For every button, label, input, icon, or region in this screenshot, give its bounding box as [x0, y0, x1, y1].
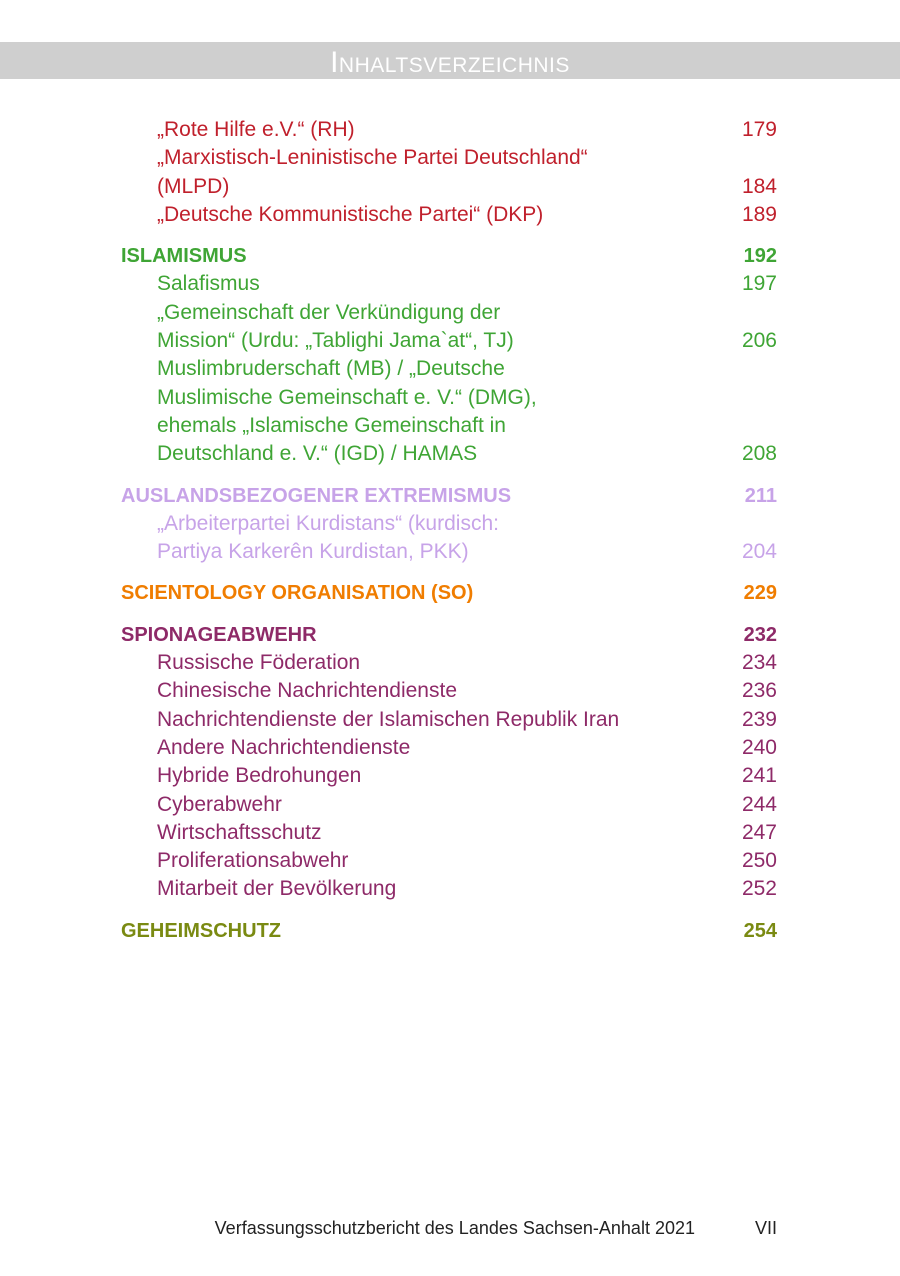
toc-entry-title: „Deutsche Kommunistische Partei“ (DKP) [157, 202, 544, 226]
toc-page-number: 247 [741, 820, 777, 844]
toc-page-number: 232 [743, 623, 777, 646]
toc-section [121, 116, 777, 229]
table-of-contents [121, 116, 777, 958]
toc-page-number: 236 [741, 679, 777, 703]
toc-entry-title: Andere Nachrichtendienste [157, 735, 411, 759]
toc-entry[interactable] [121, 201, 777, 229]
toc-page-number: 179 [741, 118, 777, 141]
toc-entry[interactable] [121, 116, 777, 144]
toc-entry-title: „Gemeinschaft der Verkündigung der Mission“ (Urdu: „Tablighi Jama`at“, TJ) [157, 300, 514, 353]
toc-entry-title: Nachrichtendienste der Islamischen Republik Iran [157, 707, 620, 731]
toc-entry-title: Wirtschaftsschutz [157, 820, 322, 844]
toc-entry[interactable] [121, 299, 777, 356]
toc-page-number: 206 [741, 329, 777, 353]
toc-page-number: 234 [741, 651, 777, 675]
toc-chapter-heading[interactable] [121, 579, 777, 607]
toc-entry-title: Chinesische Nachrichtendienste [157, 679, 457, 703]
toc-entry-title: GEHEIMSCHUTZ [121, 919, 281, 942]
toc-page-number: 241 [741, 764, 777, 788]
toc-entry-title: Salafismus [157, 272, 260, 296]
page-footer [0, 1214, 900, 1242]
toc-entry-title: Hybride Bedrohungen [157, 764, 362, 788]
toc-entry-title: ISLAMISMUS [121, 245, 247, 268]
toc-entry[interactable] [121, 734, 777, 762]
toc-entry-title: AUSLANDSBEZOGENER EXTREMISMUS [121, 484, 512, 507]
toc-section [121, 482, 777, 567]
toc-entry-title: Proliferationsabwehr [157, 849, 349, 873]
toc-section [121, 917, 777, 945]
toc-entry-title: SCIENTOLOGY ORGANISATION (SO) [121, 582, 474, 605]
toc-entry[interactable] [121, 706, 777, 734]
toc-page-number: 229 [743, 582, 777, 605]
toc-section [121, 579, 777, 607]
toc-entry[interactable] [121, 355, 777, 468]
page-title: Inhaltsverzeichnis [330, 46, 570, 79]
toc-chapter-heading[interactable] [121, 482, 777, 510]
toc-page-number: 211 [744, 484, 777, 507]
toc-entry[interactable] [121, 847, 777, 875]
toc-entry-title: Cyberabwehr [157, 792, 282, 816]
toc-entry-title: „Marxistisch-Leninistische Partei Deutschland“ (MLPD) [157, 146, 588, 198]
toc-page-number: 252 [741, 877, 777, 901]
toc-entry-title: Mitarbeit der Bevölkerung [157, 877, 397, 901]
toc-entry-title: SPIONAGEABWEHR [121, 623, 317, 646]
toc-entry[interactable] [121, 270, 777, 298]
toc-page-number: 184 [741, 174, 777, 198]
toc-chapter-heading[interactable] [121, 621, 777, 649]
toc-page-number: 244 [741, 792, 777, 816]
toc-page-number: 240 [741, 735, 777, 759]
toc-entry[interactable] [121, 510, 777, 567]
toc-page-number: 254 [743, 919, 777, 942]
toc-entry-title: Muslimbruderschaft (MB) / „Deutsche Muslimische Gemeinschaft e. V.“ (DMG), ehemals „Islamische Gemeinschaft in Deutschland e. V.“ (IGD) / HAMAS [157, 357, 537, 466]
toc-page-number: 250 [741, 849, 777, 873]
toc-page-number: 189 [741, 202, 777, 226]
toc-entry-title: „Arbeiterpartei Kurdistans“ (kurdisch: Partiya Karkerên Kurdistan, PKK) [157, 511, 499, 564]
toc-entry[interactable] [121, 144, 777, 201]
footer-page-number: VII [754, 1218, 777, 1238]
toc-entry[interactable] [121, 875, 777, 903]
toc-section [121, 621, 777, 904]
toc-chapter-heading[interactable] [121, 242, 777, 270]
toc-entry[interactable] [121, 791, 777, 819]
toc-entry-title: Russische Föderation [157, 651, 361, 675]
toc-entry[interactable] [121, 819, 777, 847]
toc-entry[interactable] [121, 677, 777, 705]
toc-page-number: 192 [743, 245, 777, 268]
toc-page-number: 208 [741, 442, 777, 466]
toc-page-number: 197 [741, 272, 777, 296]
footer-publication-title: Verfassungsschutzbericht des Landes Sachsen-Anhalt 2021 [214, 1218, 695, 1238]
toc-page-number: 239 [741, 707, 777, 731]
toc-chapter-heading[interactable] [121, 917, 777, 945]
toc-entry-title: „Rote Hilfe e.V.“ (RH) [157, 118, 355, 141]
toc-page-number: 204 [741, 540, 777, 564]
toc-entry[interactable] [121, 762, 777, 790]
toc-section [121, 242, 777, 468]
toc-entry[interactable] [121, 649, 777, 677]
